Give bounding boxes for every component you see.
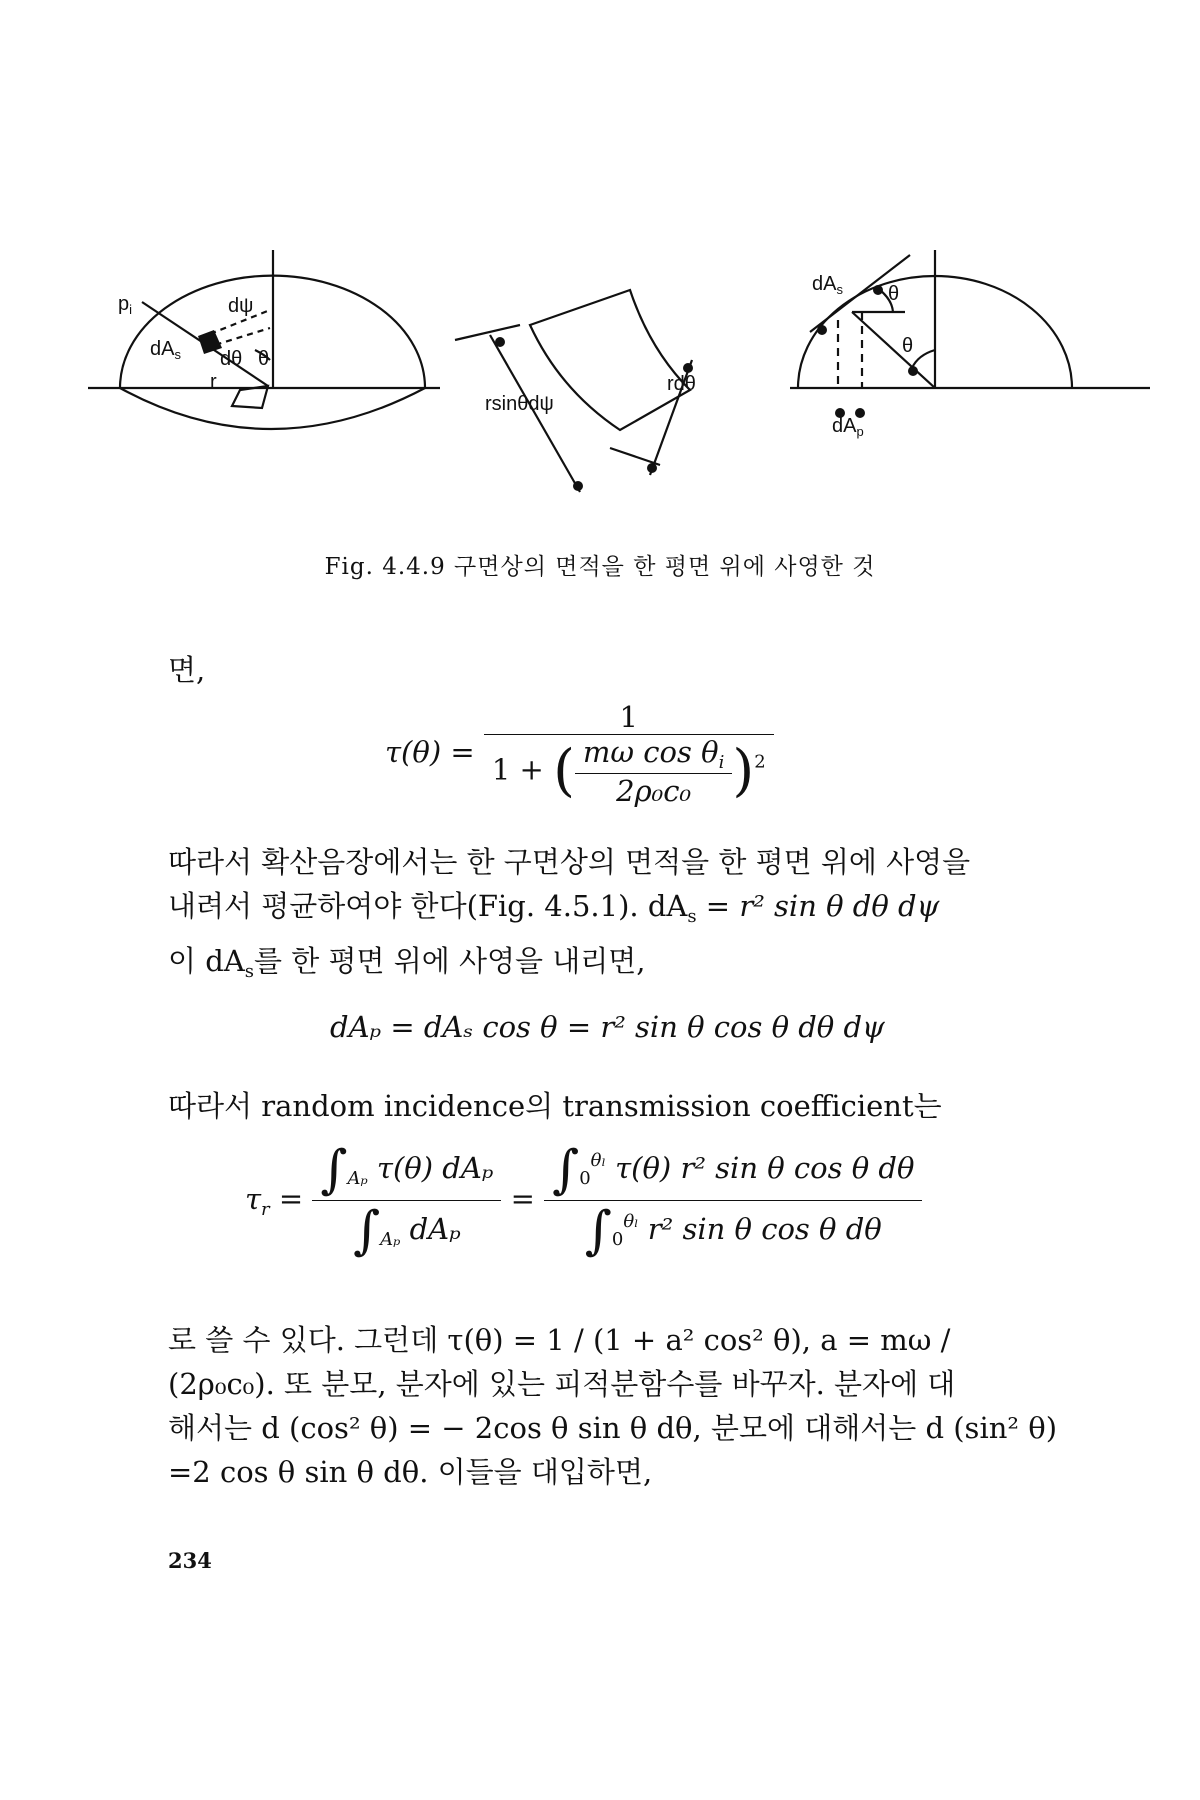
label-rdtheta: rdθ bbox=[667, 373, 696, 395]
mid-arrow-d bbox=[647, 463, 657, 473]
eq1-left-paren: ( bbox=[553, 738, 575, 804]
paragraph-substitution bbox=[168, 1318, 1070, 1494]
label-das-right: $dA_s$ bbox=[812, 273, 843, 297]
eq1-den-prefix: 1 + bbox=[491, 752, 544, 787]
p2-line2: 내려서 평균하여야 한다(Fig. 4.5.1). $dA_s = r^2$ sin θ dθ dψ bbox=[168, 889, 940, 927]
eq1-inner-denominator: 2ρ₀c₀ bbox=[616, 774, 692, 808]
paragraph-random: 따라서 random incidence의 transmission coefficient는 bbox=[168, 1089, 942, 1123]
eq3-fraction1 bbox=[312, 1140, 501, 1261]
label-das-left: $dA_s$ bbox=[150, 338, 181, 362]
eq3-eq2: = bbox=[510, 1181, 535, 1216]
label-theta-top: θ bbox=[888, 283, 900, 305]
right-arrow-b bbox=[817, 325, 827, 335]
right-normal bbox=[852, 312, 935, 388]
label-rsin: rsinθdψ bbox=[485, 393, 554, 415]
p4-line2: (2ρ₀c₀). 또 분모, 분자에 있는 피적분함수를 바꾸자. 분자에 대 bbox=[168, 1367, 956, 1401]
equation-dap: dAₚ = dAₛ cos θ = r² sin θ cos θ dθ dψ bbox=[330, 1010, 885, 1044]
eq3-frac2-num: $\int_0^{\theta_l}$ τ(θ) r² sin θ cos θ dθ bbox=[544, 1140, 922, 1201]
middle-patch bbox=[530, 290, 690, 430]
right-theta-arc-mid bbox=[912, 350, 935, 368]
eq1-denominator bbox=[484, 735, 774, 808]
label-dpsi: dψ bbox=[228, 295, 254, 317]
label-dtheta: dθ bbox=[220, 348, 243, 370]
p4-line4: =2 cos θ sin θ dθ. 이들을 대입하면, bbox=[168, 1455, 653, 1489]
label-r: r bbox=[210, 371, 217, 393]
p4-line1: 로 쓸 수 있다. 그런데 τ(θ) = 1 / (1 + a² cos² θ), a = mω / bbox=[168, 1323, 951, 1357]
eq1-fraction bbox=[484, 700, 774, 808]
right-arrow-e bbox=[908, 366, 918, 376]
eq1-inner-fraction bbox=[575, 735, 732, 808]
p4-line3: 해서는 d (cos² θ) = − 2cos θ sin θ dθ, 분모에 대해서는 d (sin² θ) bbox=[168, 1411, 1058, 1445]
figure-svg bbox=[0, 230, 1200, 520]
eq1-right-paren: ) bbox=[732, 738, 755, 804]
label-theta-mid: θ bbox=[902, 335, 914, 357]
eq3-fraction2 bbox=[544, 1140, 922, 1261]
mid-arrow-c bbox=[683, 363, 693, 373]
label-theta-left: θ bbox=[258, 348, 270, 370]
left-das-blob bbox=[198, 330, 222, 354]
eq1-lhs: τ(θ) = bbox=[385, 735, 475, 769]
figure-4-4-9 bbox=[0, 230, 1200, 520]
paragraph-diffuse bbox=[168, 840, 1070, 994]
label-pi: $p_i$ bbox=[118, 293, 133, 317]
right-arrow-d bbox=[855, 408, 865, 418]
eq3-frac2-den: $\int_0^{\theta_l}$ r² sin θ cos θ dθ bbox=[584, 1201, 882, 1261]
eq3-frac1-num: $\int_{A_p}$ τ(θ) dAₚ bbox=[312, 1140, 501, 1201]
left-projection bbox=[232, 386, 268, 408]
p2-line1: 따라서 확산음장에서는 한 구면상의 면적을 한 평면 위에 사영을 bbox=[168, 845, 971, 879]
figure-caption: Fig. 4.4.9 구면상의 면적을 한 평면 위에 사영한 것 bbox=[324, 554, 876, 580]
right-arrow-a bbox=[873, 285, 883, 295]
eq1-inner-numerator: mω $\cos \theta_i$ bbox=[575, 735, 732, 774]
page-number: 234 bbox=[168, 1548, 212, 1573]
eq3-frac1-den: $\int_{A_p}$ dAₚ bbox=[353, 1201, 461, 1261]
equation-tau bbox=[385, 700, 774, 808]
eq1-numerator: 1 bbox=[484, 700, 774, 735]
mid-arrow-a bbox=[495, 337, 505, 347]
middle-dim2-ext bbox=[610, 448, 660, 465]
paragraph-intro: 면, bbox=[168, 653, 206, 687]
label-dap: $dA_p$ bbox=[832, 415, 864, 439]
eq3-lhs: $\tau_r$ bbox=[245, 1181, 270, 1220]
eq3-eq1: = bbox=[278, 1181, 304, 1216]
mid-arrow-b bbox=[573, 481, 583, 491]
p2-line3: 이 $dA_s$를 한 평면 위에 사영을 내리면, bbox=[168, 944, 646, 982]
equation-tau-r bbox=[245, 1140, 922, 1261]
left-base-ellipse bbox=[120, 388, 425, 429]
eq1-exponent: 2 bbox=[754, 751, 766, 773]
middle-dim1-ext1 bbox=[455, 325, 520, 340]
